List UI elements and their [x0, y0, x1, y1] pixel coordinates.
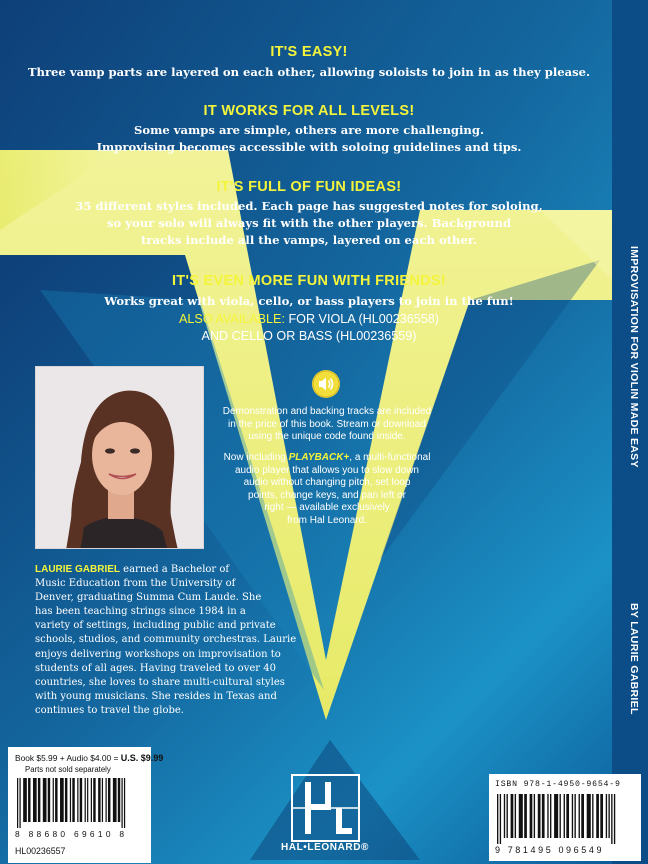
- bio-first-line: [35, 563, 325, 577]
- spine-title: IMPROVISATION FOR VIOLIN MADE EASY: [628, 246, 640, 468]
- barcode-bar: [572, 794, 573, 838]
- barcode-bar: [102, 778, 103, 822]
- price-total: U.S. $9.99: [120, 753, 164, 763]
- playback-line: audio player that allows you to slow down: [235, 464, 419, 476]
- barcode-bar: [55, 778, 57, 822]
- bio-line: variety of settings, including public and private: [35, 620, 276, 632]
- paragraph-fun-ideas: [0, 198, 618, 249]
- bio-line: Denver, graduating Summa Cum Laude. She: [35, 592, 262, 604]
- paragraph-line: Improvising becomes accessible with soloing guidelines and tips.: [96, 140, 522, 154]
- bio-line: students of all ages. Having traveled to over 40: [35, 662, 276, 674]
- price-note: Parts not sold separately: [25, 765, 111, 774]
- barcode-bar: [579, 794, 580, 838]
- barcode-bar: [65, 778, 67, 822]
- barcode-bar: [587, 794, 591, 838]
- also-available-viola: FOR VIOLA (HL00236558): [284, 312, 439, 326]
- barcode-bar: [53, 778, 54, 822]
- barcode-bar: [38, 778, 40, 822]
- barcode-bar: [72, 778, 74, 822]
- barcode-bar: [534, 794, 535, 838]
- barcode-bar: [77, 778, 78, 822]
- barcode-bar: [566, 794, 569, 838]
- barcode-bar: [560, 794, 561, 838]
- upc-number: 8 88680 69610 8: [15, 829, 128, 839]
- paragraph-line: so your solo will always fit with the other players. Background: [106, 216, 512, 230]
- barcode-bar: [542, 794, 545, 838]
- barcode-bar: [581, 794, 584, 838]
- price-breakdown: Book $5.99 + Audio $4.00 =: [15, 753, 121, 763]
- barcode-bar: [500, 794, 501, 844]
- barcode-bar: [507, 794, 508, 838]
- barcode-bar: [87, 778, 88, 822]
- upc-bars: [17, 778, 125, 828]
- barcode-bar: [48, 778, 50, 822]
- barcode-bar: [91, 778, 92, 822]
- barcode-bar: [614, 794, 615, 844]
- paragraph-line: Works great with viola, cello, or bass players to join in the fun!: [104, 294, 514, 308]
- barcode-bar: [504, 794, 505, 838]
- price-breakdown-line: [15, 753, 163, 763]
- isbn-label: ISBN 978-1-4950-9654-9: [495, 780, 621, 789]
- bio-line: has been teaching strings since 1984 in a: [35, 606, 246, 618]
- audio-line: using the unique code found inside.: [248, 431, 406, 442]
- also-available: [0, 311, 618, 345]
- barcode-bar: [524, 794, 527, 838]
- barcode-bar: [606, 794, 607, 838]
- barcode-bar: [554, 794, 558, 838]
- barcode-bar: [538, 794, 541, 838]
- audio-line: Demonstration and backing tracks are included: [222, 406, 432, 417]
- barcode-bar: [85, 778, 86, 822]
- isbn-barcode: [495, 794, 635, 844]
- paragraph-all-levels: [0, 122, 618, 156]
- barcode-bar: [98, 778, 100, 822]
- playback-line: audio without changing pitch, set loop: [243, 477, 411, 488]
- spine-author: BY LAURIE GABRIEL: [628, 603, 640, 715]
- barcode-bar: [28, 778, 30, 822]
- paragraph-line: 35 different styles included. Each page has suggested notes for soloing,: [75, 199, 543, 213]
- playback-first-line: [208, 452, 446, 465]
- barcode-bar: [17, 778, 18, 828]
- playback-line: from Hal Leonard.: [286, 514, 368, 526]
- barcode-bar: [108, 778, 110, 822]
- paragraph-friends: [0, 293, 618, 310]
- isbn-box: [489, 774, 641, 861]
- barcode-bar: [519, 794, 523, 838]
- paragraph-line: tracks include all the vamps, layered on each other.: [141, 233, 477, 247]
- author-name: LAURIE GABRIEL: [35, 564, 120, 575]
- playback-rest: , a multi-functional: [349, 452, 431, 463]
- author-bio: [35, 563, 325, 718]
- barcode-bar: [60, 778, 64, 822]
- barcode-bar: [497, 794, 498, 844]
- audio-line: in the price of this book. Stream or download: [228, 418, 426, 430]
- barcode-bar: [23, 778, 27, 822]
- barcode-bar: [511, 794, 514, 838]
- barcode-bar: [515, 794, 516, 838]
- barcode-bar: [124, 778, 125, 828]
- barcode-bar: [600, 794, 603, 838]
- bio-line: schools, studios, and community orchestras. Laurie: [35, 634, 297, 646]
- paragraph-line: Some vamps are simple, others are more challenging.: [134, 123, 484, 137]
- barcode-bar: [19, 778, 20, 828]
- publisher-name: HAL•LEONARD®: [280, 842, 370, 853]
- barcode-bar: [93, 778, 95, 822]
- barcode-bar: [43, 778, 47, 822]
- barcode-bar: [118, 778, 120, 822]
- playback-description: [208, 452, 446, 527]
- barcode-bar: [547, 794, 548, 838]
- bio-line: countries, she loves to share multi-cultural styles: [35, 676, 285, 688]
- also-available-line-1: [0, 311, 618, 328]
- paragraph-easy: [0, 64, 618, 81]
- bio-line: continues to travel the globe.: [35, 704, 184, 716]
- heading-friends: IT'S EVEN MORE FUN WITH FRIENDS!: [171, 273, 447, 289]
- barcode-bar: [33, 778, 37, 822]
- speaker-icon: [312, 370, 340, 398]
- barcode-bar: [550, 794, 551, 838]
- bio-line: Music Education from the University of: [35, 578, 236, 590]
- barcode-bar: [611, 794, 612, 844]
- heading-all-levels: IT WORKS FOR ALL LEVELS!: [203, 103, 415, 119]
- price-box: [8, 747, 164, 863]
- product-code: HL00236557: [15, 846, 66, 856]
- isbn-barcode-number: 9 781495 096549: [495, 845, 605, 855]
- barcode-bar: [121, 778, 122, 828]
- playback-intro: Now including: [223, 452, 289, 463]
- barcode-bar: [574, 794, 575, 838]
- barcode-bar: [106, 778, 107, 822]
- paragraph-line: Three vamp parts are layered on each other, allowing soloists to join in as they please.: [27, 65, 591, 79]
- barcode-bar: [70, 778, 71, 822]
- playback-plus-name: PLAYBACK+: [288, 452, 350, 463]
- bio-line: enjoys delivering workshops on improvisation to: [35, 648, 281, 660]
- hal-leonard-logo-icon: [291, 774, 360, 842]
- also-available-label: ALSO AVAILABLE:: [179, 312, 285, 326]
- playback-line: points, change keys, and pan left or: [248, 489, 406, 501]
- author-photo: [35, 366, 204, 549]
- upc-barcode: [15, 778, 133, 828]
- isbn-bars: [497, 794, 615, 844]
- barcode-bar: [113, 778, 117, 822]
- bio-line: with young musicians. She resides in Texas and: [35, 690, 277, 702]
- bio-line: earned a Bachelor of: [120, 564, 230, 575]
- playback-line: right — available exclusively: [264, 502, 390, 513]
- barcode-bar: [80, 778, 82, 822]
- barcode-bar: [596, 794, 599, 838]
- barcode-bar: [564, 794, 565, 838]
- barcode-bar: [608, 794, 609, 838]
- also-available-line-2: AND CELLO OR BASS (HL00236559): [201, 329, 417, 343]
- barcode-bar: [530, 794, 533, 838]
- audio-description: [208, 406, 446, 444]
- heading-fun-ideas: IT'S FULL OF FUN IDEAS!: [216, 179, 402, 195]
- heading-easy: IT'S EASY!: [270, 44, 348, 60]
- barcode-bar: [592, 794, 593, 838]
